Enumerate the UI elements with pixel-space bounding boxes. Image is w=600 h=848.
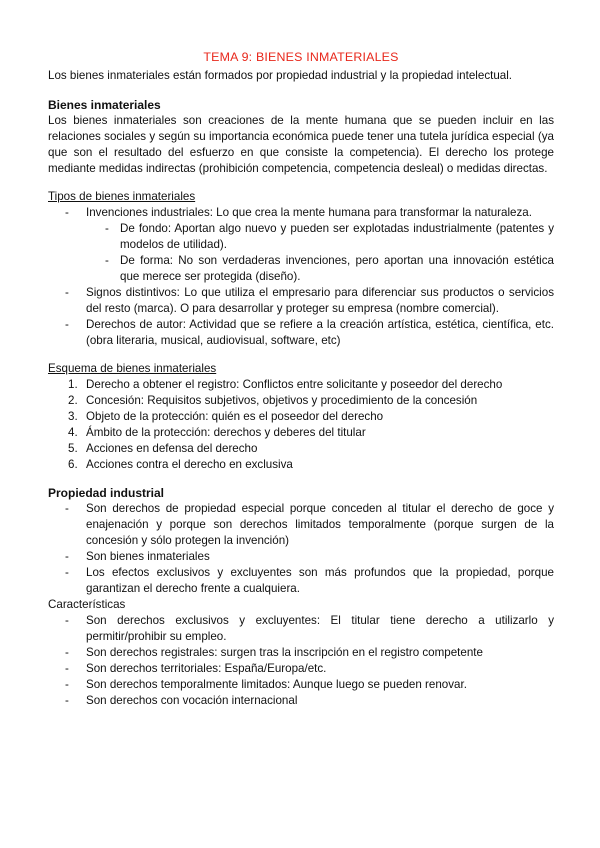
- list-item: - Son derechos territoriales: España/Europa/etc.: [48, 661, 554, 677]
- esquema-list: [48, 377, 554, 473]
- list-item: - Son bienes inmateriales: [48, 549, 554, 565]
- intro-paragraph: Los bienes inmateriales están formados por propiedad industrial y la propiedad intelectual.: [48, 69, 513, 82]
- list-item: 1. Derecho a obtener el registro: Conflictos entre solicitante y poseedor del derecho: [68, 378, 503, 391]
- tipos-list-cont: [48, 285, 554, 349]
- bienes-paragraph: Los bienes inmateriales son creaciones de la mente humana que se pueden incluir en las relaciones sociales y según su importancia económica puede tener una tutela jurídica especial (ya que son el resultado del esfuerzo en que consiste la competencia). El derecho los protege mediante medidas indirectas (prohibición competencia, competencia desleal) o medidas directas.: [48, 114, 554, 175]
- list-item: - Derechos de autor: Actividad que se refiere a la creación artística, estética, científica, etc. (obra literaria, musical, audiovisual, software, etc): [48, 317, 554, 349]
- list-item: - Invenciones industriales: Lo que crea la mente humana para transformar la naturaleza.: [48, 205, 554, 221]
- sub-list-item: - De fondo: Aportan algo nuevo y pueden ser explotadas industrialmente (patentes y modelos de utilidad).: [48, 221, 554, 253]
- invenciones-sublist: [48, 221, 554, 285]
- section-heading-bienes: Bienes inmateriales: [48, 98, 161, 112]
- tipos-list: [48, 205, 554, 221]
- sub-list-item: - De forma: No son verdaderas invenciones, pero aportan una innovación estética que merece ser protegida (diseño).: [48, 253, 554, 285]
- list-item: - Son derechos exclusivos y excluyentes: El titular tiene derecho a utilizarlo y permitir/prohibir su empleo.: [48, 613, 554, 645]
- list-item: - Son derechos temporalmente limitados: Aunque luego se pueden renovar.: [48, 677, 554, 693]
- list-item: 5. Acciones en defensa del derecho: [68, 442, 258, 455]
- list-item: 6. Acciones contra el derecho en exclusiva: [68, 458, 293, 471]
- document-title: TEMA 9: BIENES INMATERIALES: [203, 50, 399, 64]
- list-item: 4. Ámbito de la protección: derechos y deberes del titular: [68, 426, 366, 439]
- list-item: - Signos distintivos: Lo que utiliza el empresario para diferenciar sus productos o servicios del resto (marca). O para desarrollar y proteger su empresa (nombre comercial).: [48, 285, 554, 317]
- propiedad-list: [48, 501, 554, 597]
- caracteristicas-list: [48, 613, 554, 709]
- list-item: - Son derechos de propiedad especial porque conceden al titular el derecho de goce y enajenación y porque son derechos limitados temporalmente (porque surgen de la concesión y sólo protegen la invención): [48, 501, 554, 549]
- list-item: 3. Objeto de la protección: quién es el poseedor del derecho: [68, 410, 384, 423]
- propiedad-heading: Propiedad industrial: [48, 486, 165, 500]
- caracteristicas-heading: Características: [48, 598, 126, 611]
- list-item: - Son derechos registrales: surgen tras la inscripción en el registro competente: [48, 645, 554, 661]
- list-item: - Son derechos con vocación internacional: [48, 693, 554, 709]
- tipos-heading: Tipos de bienes inmateriales: [48, 190, 196, 203]
- esquema-heading: Esquema de bienes inmateriales: [48, 362, 217, 375]
- list-item: 2. Concesión: Requisitos subjetivos, objetivos y procedimiento de la concesión: [68, 394, 478, 407]
- list-item: - Los efectos exclusivos y excluyentes son más profundos que la propiedad, porque garantizan el derecho frente a cualquiera.: [48, 565, 554, 597]
- document-page: [48, 50, 554, 709]
